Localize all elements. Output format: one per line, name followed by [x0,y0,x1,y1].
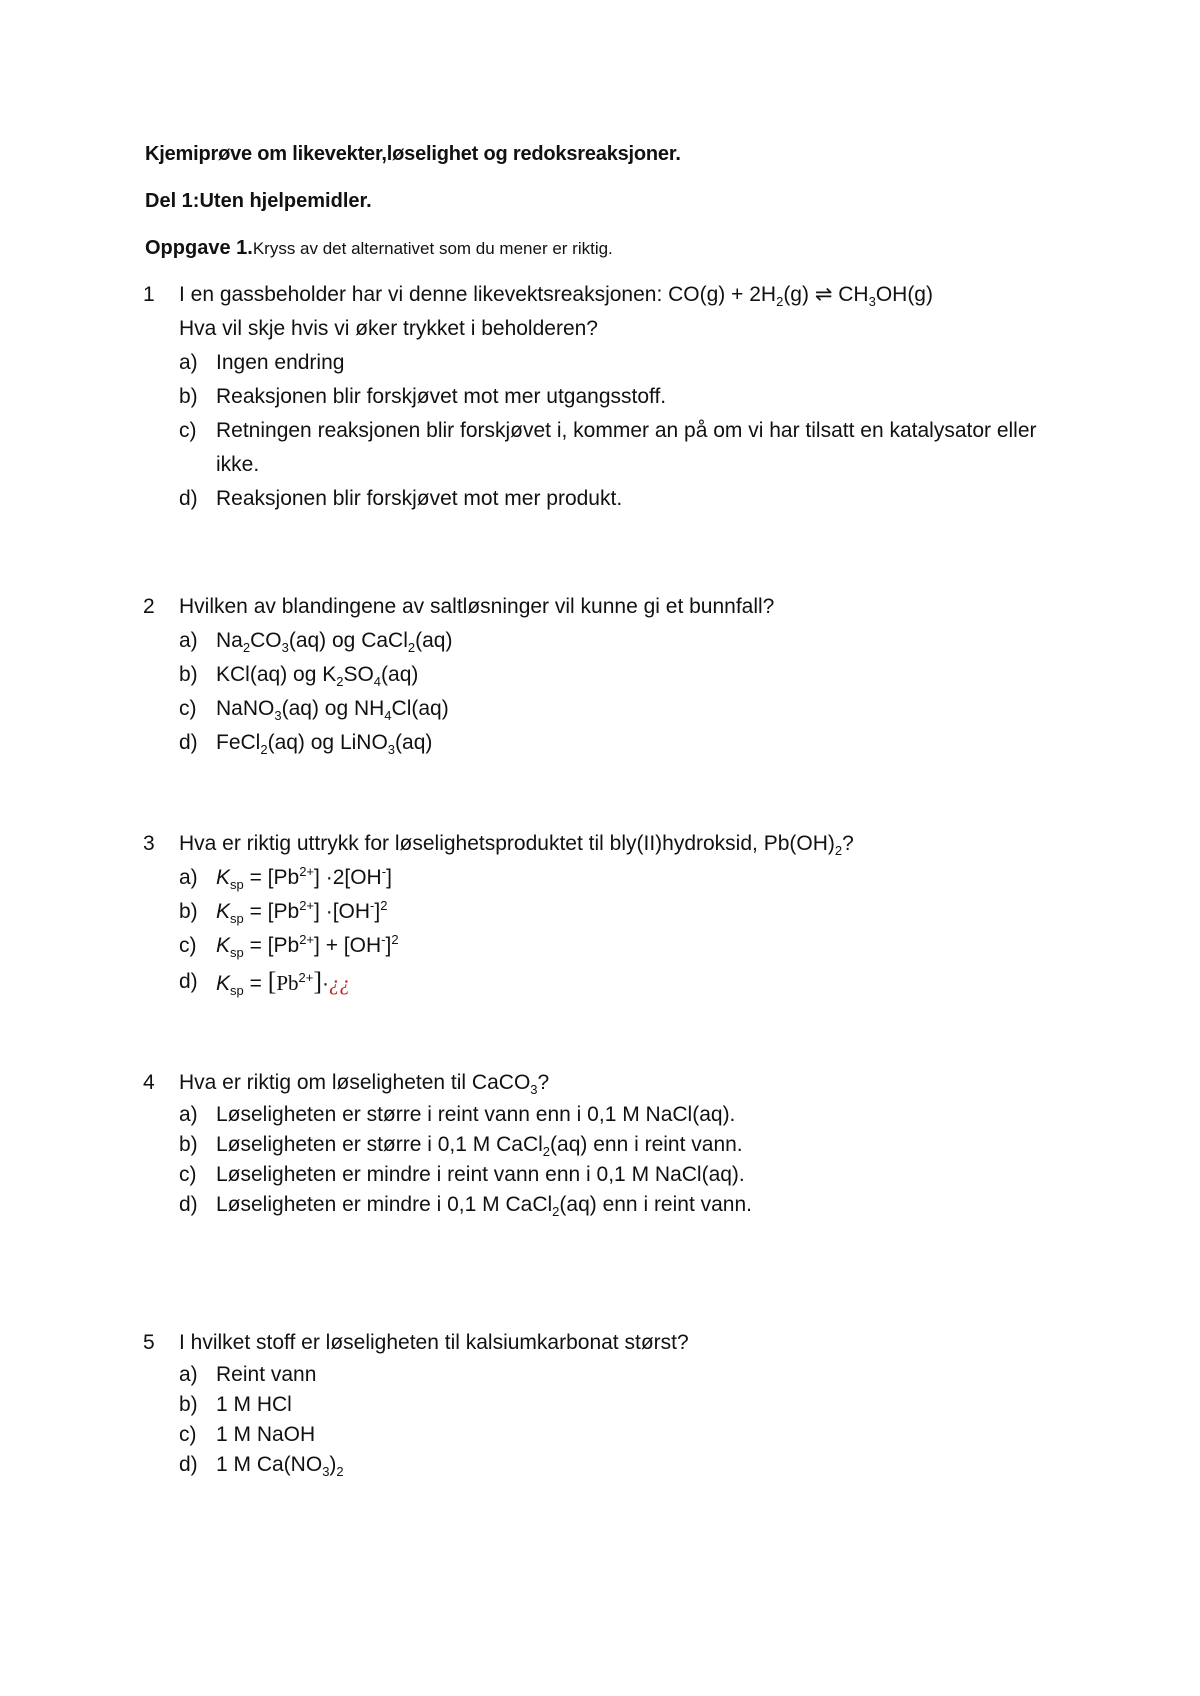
option-d[interactable]: d) Løseligheten er mindre i 0,1 M CaCl$_2$(aq) enn i reint vann. [179,1193,752,1220]
option-b[interactable]: b) $K_{sp} = [Pb^{2+}] \cdot[OH^-]^2$ [179,898,388,927]
question-number: 4 [143,1071,155,1094]
part-heading: Del 1:Uten hjelpemidler. [145,190,372,212]
option-c[interactable]: c) $K_{sp} = [Pb^{2+}] + [OH^-]^2$ [179,932,399,961]
question-1-text-line2: Hva vil skje hvis vi øker trykket i beholderen? [179,317,598,340]
option-d[interactable]: d) $K_{sp}$ = $[Pb^{2+}]\cdot¿¿$ [179,967,351,999]
option-b[interactable]: b) KCl(aq) og $K_2SO_4(aq)$ [179,663,419,690]
question-4-text: 4 Hva er riktig om løseligheten til CaCO$_3$? [143,1066,1123,1100]
task-instruction: Kryss av det alternativet som du mener er riktig. [252,239,613,258]
question-5 [143,1326,1123,1480]
option-b[interactable]: b) Løseligheten er større i 0,1 M CaCl$_2$(aq) enn i reint vann. [179,1133,743,1160]
question-number: 2 [143,595,155,618]
option-c[interactable]: c) Retningen reaksjonen blir forskjøvet i, kommer an på om vi har tilsatt en katalysator eller ikke. [179,419,1037,476]
question-3-text: 3 Hva er riktig uttrykk for løselighetsproduktet til bly(II)hydroksid, $Pb(OH)_2$? [143,827,1123,861]
option-a[interactable]: a) $K_{sp} = [Pb^{2+}] \cdot 2[OH^-]$ [179,864,392,893]
task-heading [145,237,613,260]
question-number: 1 [143,283,155,306]
option-c[interactable]: c) NaNO$_3$(aq) og $NH_4Cl(aq)$ [179,697,449,724]
option-a[interactable]: a) Reint vann [179,1363,317,1386]
question-4 [143,1066,1123,1220]
option-c[interactable]: c) Løseligheten er mindre i reint vann enn i 0,1 M NaCl(aq). [179,1163,745,1186]
question-number: 5 [143,1331,155,1354]
option-c[interactable]: c) 1 M NaOH [179,1423,316,1446]
task-label: Oppgave 1. [145,237,253,259]
question-3 [143,827,1123,1001]
document-title: Kjemiprøve om likevekter,løselighet og redoksreaksjoner. [145,143,681,165]
question-5-text: 5 I hvilket stoff er løseligheten til kalsiumkarbonat størst? [143,1326,1123,1360]
question-2 [143,590,1123,760]
question-2-text: 2 Hvilken av blandingene av saltløsninger vil kunne gi et bunnfall? [143,590,1123,624]
option-b[interactable]: b) Reaksjonen blir forskjøvet mot mer utgangsstoff. [179,385,667,408]
option-d[interactable]: d) FeCl$_2$(aq) og LiNO$_3$(aq) [179,731,433,758]
option-a[interactable]: a) Løseligheten er større i reint vann enn i 0,1 M NaCl(aq). [179,1103,736,1126]
question-number: 3 [143,832,155,855]
option-d[interactable]: d) 1 M $Ca(NO_3)_2$ [179,1453,344,1480]
question-1-text: 1 I en gassbeholder har vi denne likevektsreaksjonen: $CO(g) + 2H_2(g)$ ⇌ $CH_3OH(g)$ [143,278,1123,312]
option-a[interactable]: a) $Na_2CO_3(aq)$ og CaCl$_2$(aq) [179,629,453,656]
option-d[interactable]: d) Reaksjonen blir forskjøvet mot mer produkt. [179,487,623,510]
question-1 [143,278,1123,516]
option-b[interactable]: b) 1 M HCl [179,1393,292,1416]
option-a[interactable]: a) Ingen endring [179,351,345,374]
